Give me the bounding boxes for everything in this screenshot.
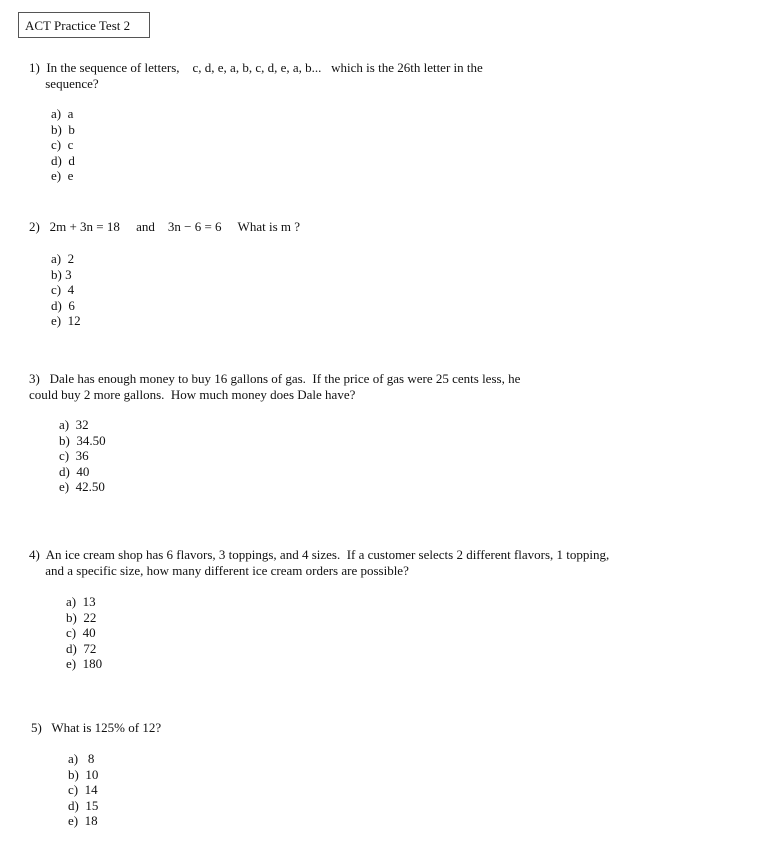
question-5-line-1: 5) What is 125% of 12? [31,720,162,735]
choice-d[interactable]: d) 6 [51,297,75,313]
choice-d[interactable]: d) d [51,152,75,168]
choice-e[interactable]: e) 180 [66,656,103,672]
choice-c[interactable]: c) c [51,137,74,153]
question-3 [29,371,520,402]
choice-a[interactable]: a) 13 [66,594,96,609]
choice-c[interactable]: c) 40 [66,625,96,641]
choice-c[interactable]: c) 14 [68,782,98,798]
choice-b[interactable]: b) 34.50 [59,432,106,448]
question-1-line-2: sequence? [29,75,99,91]
choice-b[interactable]: b) 10 [68,766,99,782]
choice-b[interactable]: b) 22 [66,609,97,625]
choice-a[interactable]: a) 32 [59,417,89,432]
choice-d[interactable]: d) 72 [66,640,97,656]
choice-a[interactable]: a) 8 [68,751,95,766]
choice-c[interactable]: c) 36 [59,448,89,464]
choice-e[interactable]: e) 12 [51,313,81,329]
document-title: ACT Practice Test 2 [18,12,150,38]
choice-b[interactable]: b) b [51,121,75,137]
question-2-line-1: 2) 2m + 3n = 18 and 3n − 6 = 6 What is m ? [29,219,301,234]
choice-a[interactable]: a) a [51,106,74,121]
choice-d[interactable]: d) 15 [68,797,99,813]
question-4-line-2: and a specific size, how many different ice cream orders are possible? [29,562,409,578]
question-2 [29,219,300,235]
question-1-line-1: 1) In the sequence of letters, c, d, e, a, b, c, d, e, a, b... which is the 26th letter in the [29,60,483,75]
choice-d[interactable]: d) 40 [59,463,90,479]
question-3-choices [59,417,106,495]
choice-e[interactable]: e) 18 [68,813,98,829]
question-5 [31,720,161,736]
choice-e[interactable]: e) 42.50 [59,479,105,495]
question-1-choices [51,106,75,184]
choice-e[interactable]: e) e [51,168,74,184]
question-4-line-1: 4) An ice cream shop has 6 flavors, 3 toppings, and 4 sizes. If a customer selects 2 different flavors, 1 topping, [29,547,610,562]
question-5-choices [68,751,98,829]
question-1 [29,60,483,91]
question-4 [29,547,609,578]
question-3-line-1: 3) Dale has enough money to buy 16 gallons of gas. If the price of gas were 25 cents less, he [29,371,521,386]
choice-c[interactable]: c) 4 [51,282,75,298]
question-3-line-2: could buy 2 more gallons. How much money does Dale have? [29,386,356,402]
choice-a[interactable]: a) 2 [51,251,75,266]
choice-b[interactable]: b) 3 [51,266,72,282]
question-2-choices [51,251,81,329]
question-4-choices [66,594,102,672]
